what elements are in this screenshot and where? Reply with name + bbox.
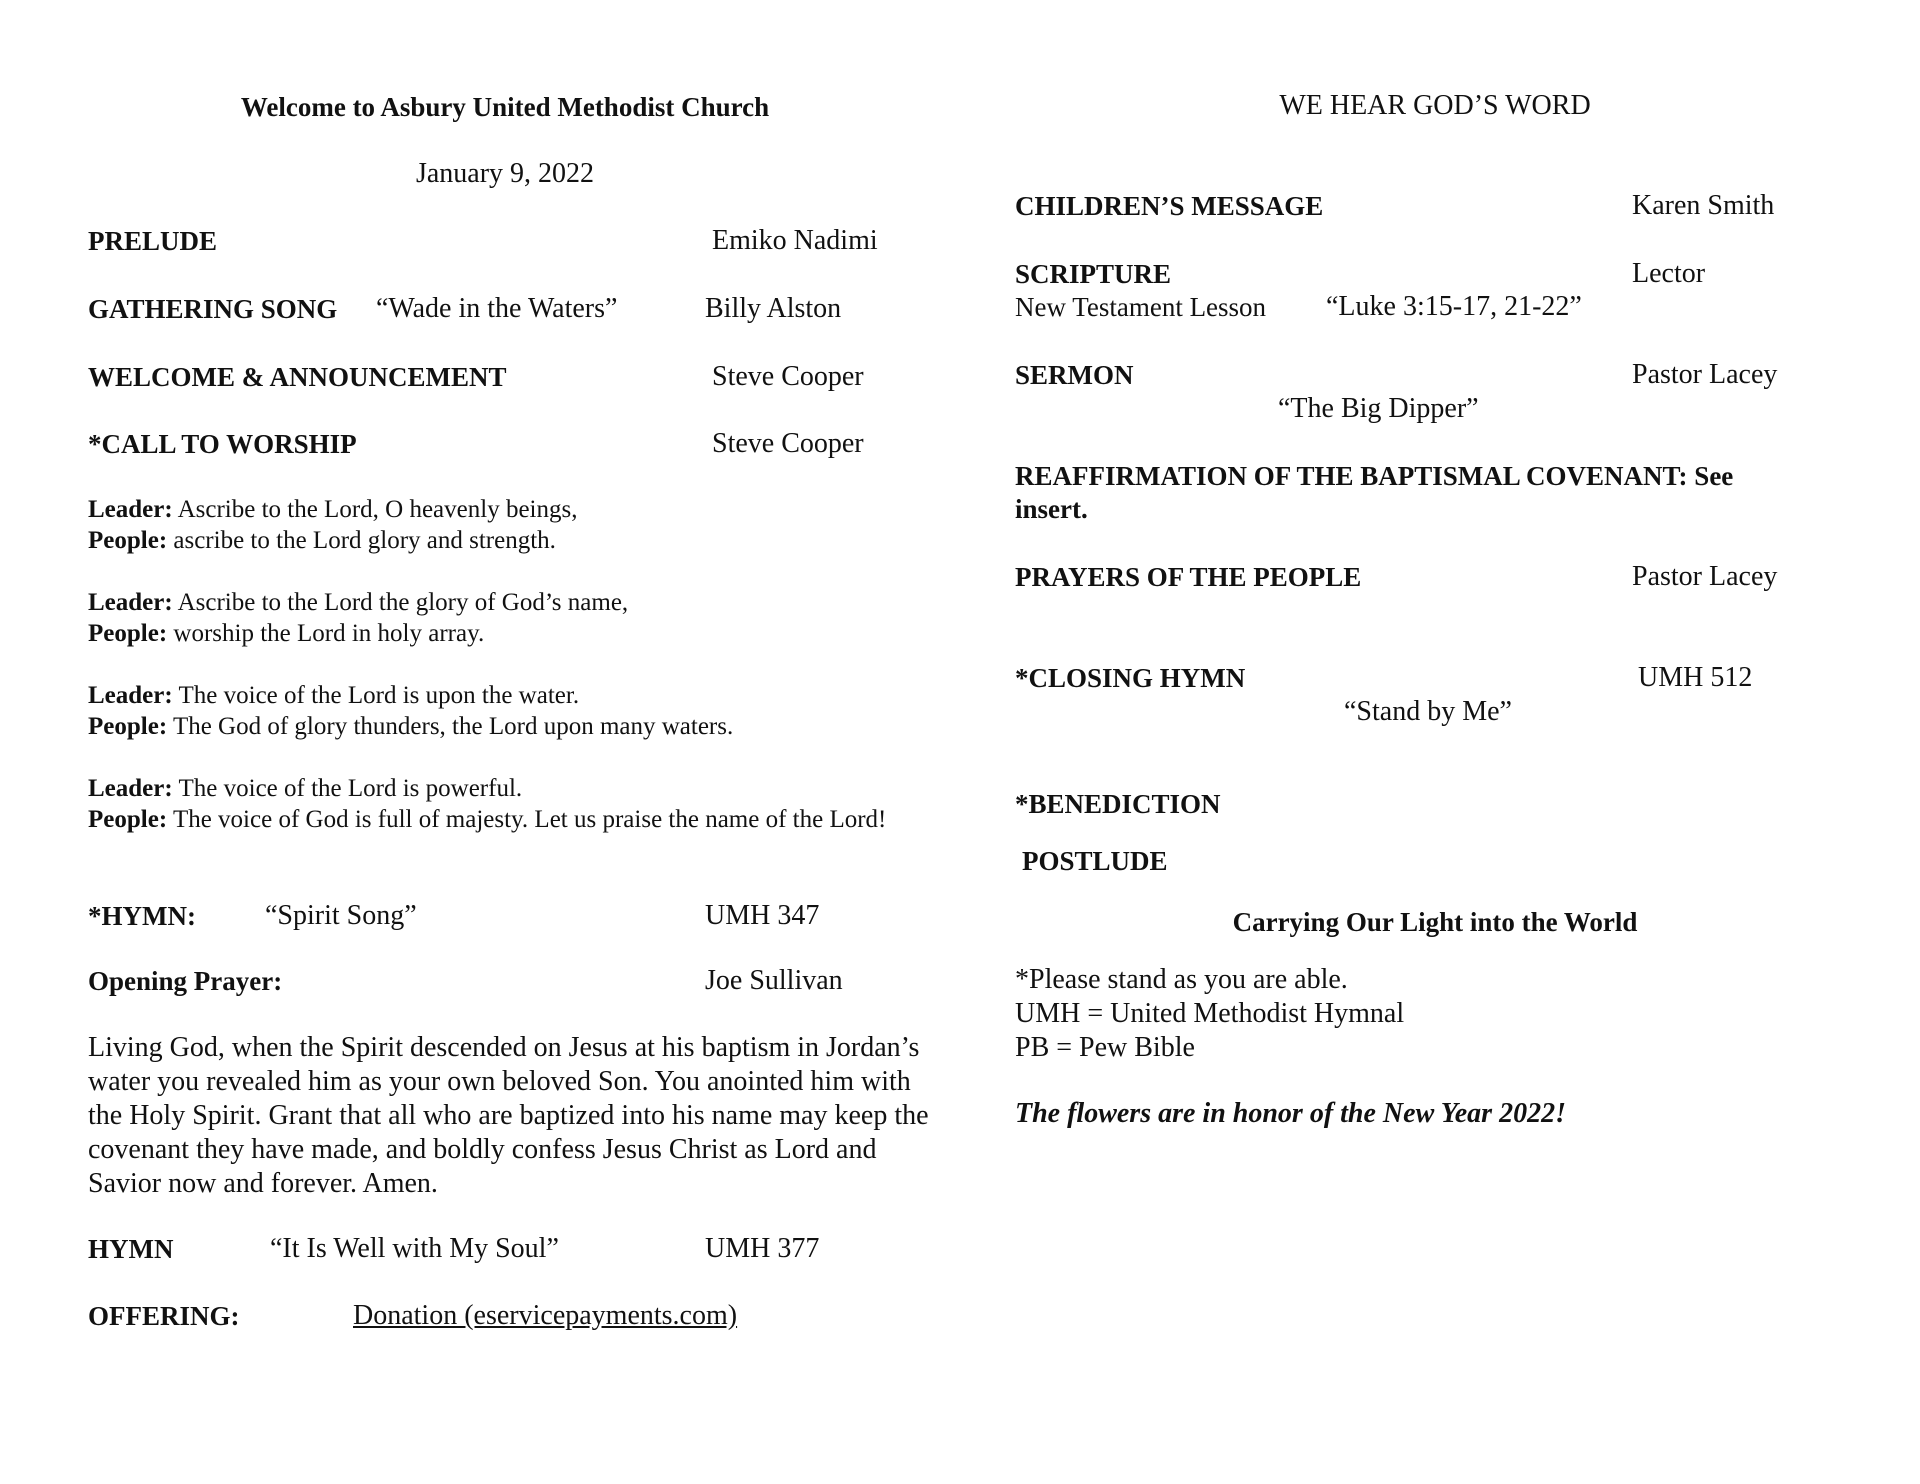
hymn-title: “Spirit Song” (265, 900, 417, 931)
scripture-lesson: New Testament Lesson (1015, 292, 1267, 322)
section-heading: WE HEAR GOD’S WORD (1279, 90, 1591, 121)
litany-leader-line: Leader: The voice of the Lord is powerful. (88, 775, 523, 802)
prayers-label: PRAYERS OF THE PEOPLE (1015, 562, 1362, 592)
closing-hymn-title: “Stand by Me” (1344, 696, 1512, 727)
litany-people-line: People: ascribe to the Lord glory and strength. (88, 527, 556, 554)
litany-people-line: People: The God of glory thunders, the Lord upon many waters. (88, 713, 734, 740)
call-to-worship-person: Steve Cooper (712, 428, 864, 459)
bulletin-title: Welcome to Asbury United Methodist Church (240, 92, 770, 122)
hymn-label: *HYMN: (88, 901, 196, 931)
prelude-person: Emiko Nadimi (712, 225, 878, 256)
litany-leader-line: Leader: The voice of the Lord is upon the water. (88, 682, 580, 709)
hymn-number: UMH 377 (705, 1233, 820, 1264)
scripture-passage: “Luke 3:15-17, 21-22” (1326, 291, 1582, 322)
hymn-title: “It Is Well with My Soul” (270, 1233, 559, 1264)
opening-prayer-text: Living God, when the Spirit descended on Jesus at his baptism in Jordan’s water you revealed him as your own beloved Son. You anointed him with the Holy Spirit. Grant that all who are baptized into his name may keep the covenant they have made, and boldly confess Jesus Christ as Lord and Savior now and forever. Amen. (88, 1032, 929, 1199)
prayers-person: Pastor Lacey (1632, 561, 1778, 592)
welcome-label: WELCOME & ANNOUNCEMENT (88, 362, 507, 392)
hymn-label: HYMN (88, 1234, 174, 1264)
opening-prayer-label: Opening Prayer: (88, 966, 283, 996)
postlude-label: POSTLUDE (1022, 846, 1168, 876)
motto: Carrying Our Light into the World (1232, 907, 1638, 937)
note-line: PB = Pew Bible (1015, 1032, 1195, 1063)
note-line: *Please stand as you are able. (1015, 964, 1348, 995)
call-to-worship-label: *CALL TO WORSHIP (88, 429, 357, 459)
litany-leader-line: Leader: Ascribe to the Lord, O heavenly beings, (88, 496, 578, 523)
closing-hymn-number: UMH 512 (1638, 662, 1753, 693)
opening-prayer-person: Joe Sullivan (705, 965, 843, 996)
scripture-label: SCRIPTURE (1015, 259, 1172, 289)
litany-people-line: People: worship the Lord in holy array. (88, 620, 485, 647)
prelude-label: PRELUDE (88, 226, 218, 256)
scripture-person: Lector (1632, 258, 1706, 289)
offering-label: OFFERING: (88, 1301, 240, 1331)
note-line: UMH = United Methodist Hymnal (1015, 998, 1405, 1029)
reaffirmation-line: insert. (1015, 494, 1088, 524)
gathering-song: “Wade in the Waters” (376, 293, 618, 324)
welcome-person: Steve Cooper (712, 361, 864, 392)
gathering-label: GATHERING SONG (88, 294, 338, 324)
service-date: January 9, 2022 (415, 158, 595, 189)
benediction-label: *BENEDICTION (1015, 789, 1221, 819)
donation-link[interactable]: Donation (eservicepayments.com) (353, 1300, 738, 1331)
childrens-message-person: Karen Smith (1632, 190, 1775, 221)
sermon-label: SERMON (1015, 360, 1134, 390)
closing-hymn-label: *CLOSING HYMN (1015, 663, 1246, 693)
gathering-person: Billy Alston (705, 293, 842, 324)
sermon-person: Pastor Lacey (1632, 359, 1778, 390)
litany-leader-line: Leader: Ascribe to the Lord the glory of God’s name, (88, 589, 629, 616)
hymn-number: UMH 347 (705, 900, 820, 931)
litany-people-line: People: The voice of God is full of majesty. Let us praise the name of the Lord! (88, 806, 887, 833)
flowers-note: The flowers are in honor of the New Year 2022! (1015, 1098, 1566, 1129)
childrens-message-label: CHILDREN’S MESSAGE (1015, 191, 1324, 221)
sermon-title: “The Big Dipper” (1278, 393, 1479, 424)
reaffirmation-line: REAFFIRMATION OF THE BAPTISMAL COVENANT: See (1015, 461, 1734, 491)
